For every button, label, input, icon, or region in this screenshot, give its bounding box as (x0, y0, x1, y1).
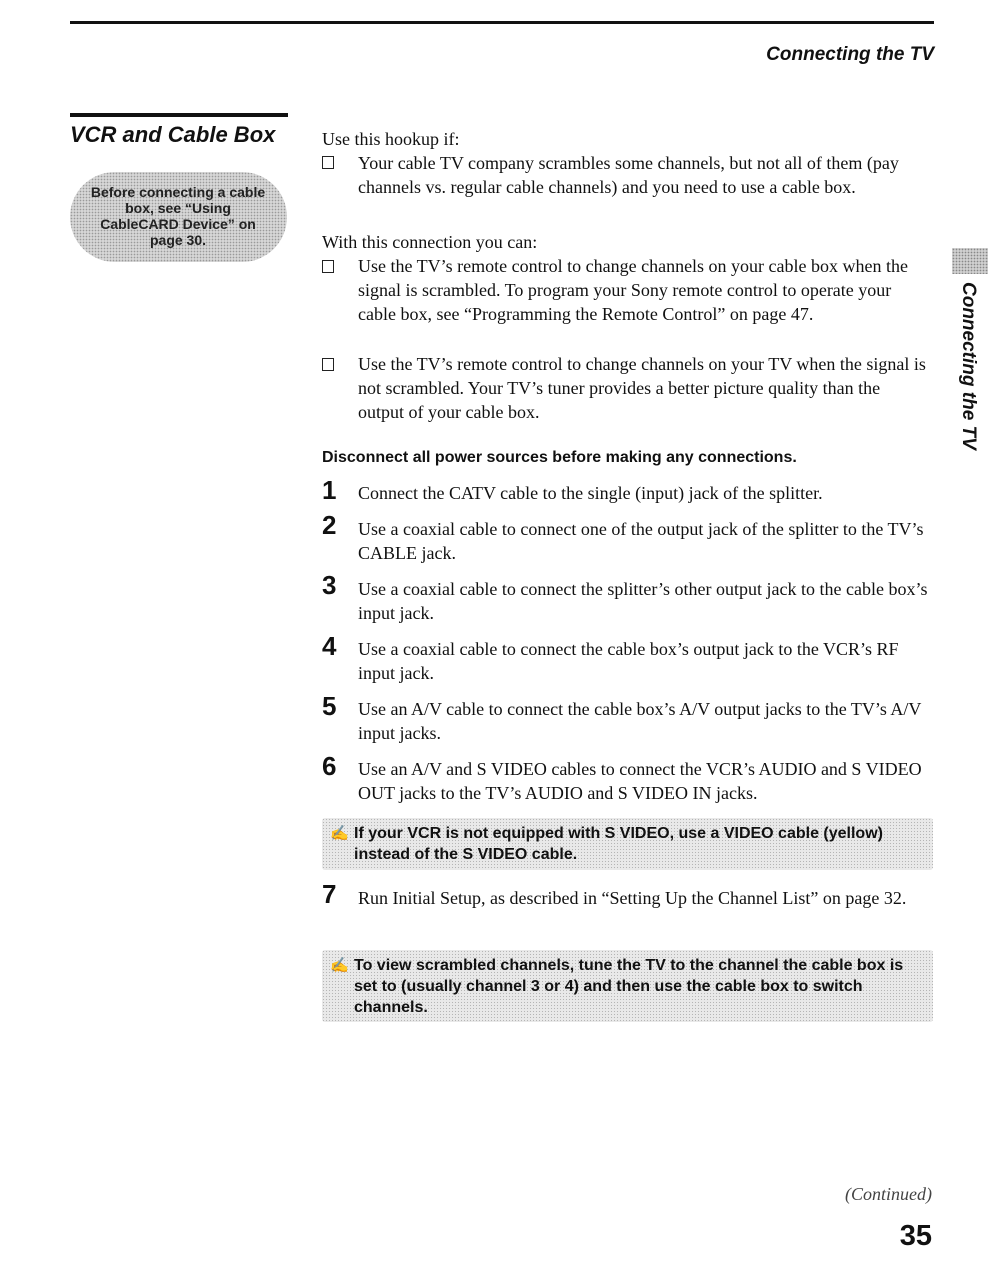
warning-heading: Disconnect all power sources before making any connections. (322, 449, 797, 466)
intro-with-connection: With this connection you can: (322, 232, 538, 252)
step-text: Use a coaxial cable to connect the splitter’s other output jack to the cable box’s input jack. (358, 579, 928, 623)
top-rule (70, 21, 934, 24)
section-rule (70, 113, 288, 117)
side-tab-marker (952, 248, 988, 274)
benefit-item: Use the TV’s remote control to change channels on your cable box when the signal is scrambled. To program your Sony remote control to operate your cable box, see “Programming the Remote Control” on page 47. (358, 256, 909, 324)
condition-bullet: Your cable TV company scrambles some channels, but not all of them (pay channels vs. regular cable channels) and you need to use a cable box. (358, 153, 899, 197)
note-band (322, 950, 933, 1022)
step-number: 2 (322, 510, 337, 540)
step-text: Use an A/V and S VIDEO cables to connect the VCR’s AUDIO and S VIDEO OUT jacks to the TV’s AUDIO and S VIDEO IN jacks. (358, 759, 922, 803)
step-number: 6 (322, 751, 337, 781)
sidebar-note-text: Before connecting a cable box, see “Using CableCARD Device” on page 30. (90, 184, 266, 248)
step-text: Connect the CATV cable to the single (input) jack of the splitter. (358, 483, 823, 503)
intro-use-hookup: Use this hookup if: (322, 129, 460, 149)
pencil-note-icon: ✍ (330, 826, 349, 842)
checkbox-bullet-icon (322, 260, 334, 273)
step-text: Run Initial Setup, as described in “Setting Up the Channel List” on page 32. (358, 888, 907, 908)
step-number: 5 (322, 691, 337, 721)
checkbox-bullet-icon (322, 156, 334, 169)
benefit-item: Use the TV’s remote control to change channels on your TV when the signal is not scrambled. Your TV’s tuner provides a better picture quality than the output of your cable box. (358, 354, 926, 422)
note-text: To view scrambled channels, tune the TV to the channel the cable box is set to (usually channel 3 or 4) and then use the cable box to switch channels. (354, 957, 904, 1016)
running-head: Connecting the TV (766, 44, 934, 65)
step-number: 4 (322, 631, 337, 661)
page-number: 35 (899, 1220, 932, 1252)
step-text: Use a coaxial cable to connect the cable box’s output jack to the VCR’s RF input jack. (358, 639, 899, 683)
step-number: 1 (322, 475, 337, 505)
step-number: 7 (322, 879, 337, 909)
section-title: VCR and Cable Box (70, 122, 276, 147)
note-text: If your VCR is not equipped with S VIDEO, use a VIDEO cable (yellow) instead of the S VIDEO cable. (354, 825, 883, 863)
pencil-note-icon: ✍ (330, 958, 349, 974)
checkbox-bullet-icon (322, 358, 334, 371)
step-number: 3 (322, 570, 337, 600)
side-tab-label: Connecting the TV (958, 282, 979, 450)
step-text: Use an A/V cable to connect the cable box’s A/V output jacks to the TV’s A/V input jacks. (358, 699, 922, 743)
continued-label: (Continued) (845, 1184, 932, 1204)
step-text: Use a coaxial cable to connect one of the output jack of the splitter to the TV’s CABLE jack. (358, 519, 924, 563)
note-band (322, 818, 933, 870)
